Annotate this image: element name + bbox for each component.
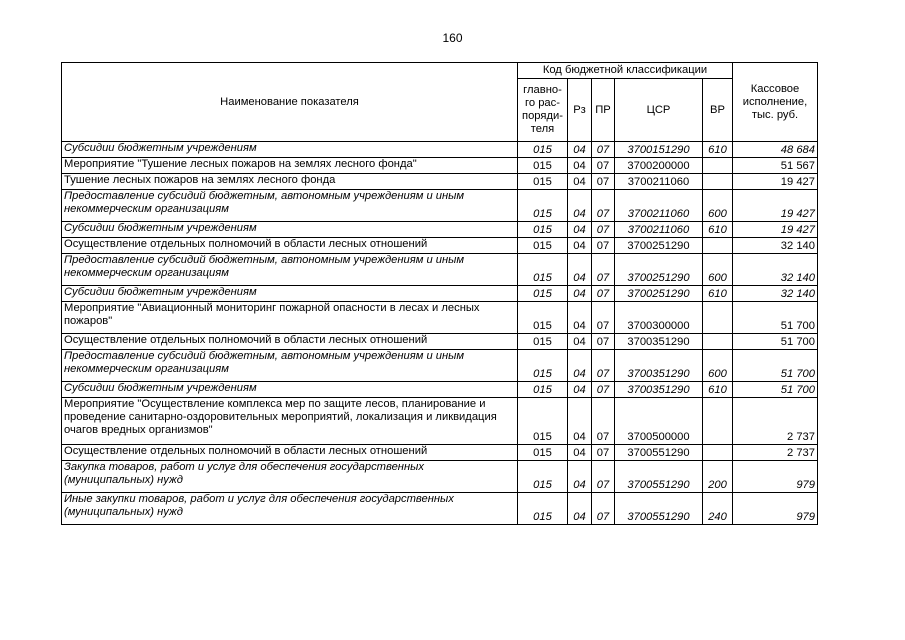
row-name: Осуществление отдельных полномочий в области лесных отношений [62, 445, 518, 461]
row-rz: 04 [568, 286, 592, 302]
table-row [62, 158, 818, 174]
row-rz: 04 [568, 158, 592, 174]
row-vr [703, 174, 733, 190]
header-grbs: главно- го рас- поряди- теля [518, 79, 568, 142]
row-name: Субсидии бюджетным учреждениям [62, 382, 518, 398]
row-sum: 51 700 [733, 334, 818, 350]
row-sum: 2 737 [733, 445, 818, 461]
row-pr: 07 [592, 254, 615, 286]
row-sum: 979 [733, 493, 818, 525]
row-vr [703, 445, 733, 461]
row-grbs: 015 [518, 445, 568, 461]
row-csr: 3700151290 [615, 142, 703, 158]
row-sum: 2 737 [733, 398, 818, 445]
table-row [62, 398, 818, 445]
row-grbs: 015 [518, 461, 568, 493]
row-vr: 200 [703, 461, 733, 493]
table-row [62, 190, 818, 222]
row-sum: 19 427 [733, 190, 818, 222]
row-name: Субсидии бюджетным учреждениям [62, 286, 518, 302]
row-rz: 04 [568, 254, 592, 286]
table-row [62, 334, 818, 350]
row-vr: 600 [703, 190, 733, 222]
row-rz: 04 [568, 461, 592, 493]
row-name: Предоставление субсидий бюджетным, автономным учреждениям и иным некоммерческим организациям [62, 254, 518, 286]
row-sum: 32 140 [733, 254, 818, 286]
row-rz: 04 [568, 350, 592, 382]
row-csr: 3700551290 [615, 493, 703, 525]
row-csr: 3700351290 [615, 350, 703, 382]
row-rz: 04 [568, 302, 592, 334]
row-grbs: 015 [518, 302, 568, 334]
row-csr: 3700551290 [615, 461, 703, 493]
table-body [62, 142, 818, 525]
table-row [62, 238, 818, 254]
row-pr: 07 [592, 142, 615, 158]
row-grbs: 015 [518, 158, 568, 174]
row-vr [703, 302, 733, 334]
row-name: Субсидии бюджетным учреждениям [62, 142, 518, 158]
table-row [62, 493, 818, 525]
table-row [62, 302, 818, 334]
table-row [62, 382, 818, 398]
row-pr: 07 [592, 158, 615, 174]
row-name: Осуществление отдельных полномочий в области лесных отношений [62, 334, 518, 350]
row-csr: 3700211060 [615, 222, 703, 238]
row-vr: 240 [703, 493, 733, 525]
row-sum: 32 140 [733, 286, 818, 302]
row-csr: 3700211060 [615, 190, 703, 222]
row-sum: 48 684 [733, 142, 818, 158]
row-pr: 07 [592, 302, 615, 334]
table-row [62, 254, 818, 286]
row-vr [703, 158, 733, 174]
row-name: Предоставление субсидий бюджетным, автономным учреждениям и иным некоммерческим организациям [62, 350, 518, 382]
row-csr: 3700500000 [615, 398, 703, 445]
row-rz: 04 [568, 382, 592, 398]
row-grbs: 015 [518, 350, 568, 382]
header-name: Наименование показателя [62, 63, 518, 142]
table-row [62, 461, 818, 493]
row-csr: 3700200000 [615, 158, 703, 174]
row-pr: 07 [592, 286, 615, 302]
row-name: Иные закупки товаров, работ и услуг для обеспечения государственных (муниципальных) нужд [62, 493, 518, 525]
row-pr: 07 [592, 350, 615, 382]
row-pr: 07 [592, 174, 615, 190]
row-vr: 610 [703, 286, 733, 302]
row-grbs: 015 [518, 334, 568, 350]
row-rz: 04 [568, 238, 592, 254]
header-rz: Рз [568, 79, 592, 142]
row-vr [703, 238, 733, 254]
row-rz: 04 [568, 142, 592, 158]
row-vr [703, 398, 733, 445]
budget-table [61, 62, 818, 525]
table-row [62, 174, 818, 190]
row-pr: 07 [592, 461, 615, 493]
row-sum: 51 700 [733, 302, 818, 334]
row-sum: 32 140 [733, 238, 818, 254]
row-csr: 3700551290 [615, 445, 703, 461]
row-csr: 3700211060 [615, 174, 703, 190]
row-grbs: 015 [518, 142, 568, 158]
row-rz: 04 [568, 398, 592, 445]
row-grbs: 015 [518, 190, 568, 222]
row-name: Тушение лесных пожаров на землях лесного фонда [62, 174, 518, 190]
header-csr: ЦСР [615, 79, 703, 142]
row-pr: 07 [592, 334, 615, 350]
row-grbs: 015 [518, 382, 568, 398]
row-vr: 600 [703, 350, 733, 382]
row-rz: 04 [568, 334, 592, 350]
table-row [62, 222, 818, 238]
row-name: Мероприятие "Тушение лесных пожаров на землях лесного фонда" [62, 158, 518, 174]
row-rz: 04 [568, 174, 592, 190]
row-name: Закупка товаров, работ и услуг для обеспечения государственных (муниципальных) нужд [62, 461, 518, 493]
row-csr: 3700251290 [615, 286, 703, 302]
row-grbs: 015 [518, 286, 568, 302]
row-vr [703, 334, 733, 350]
row-name: Мероприятие "Осуществление комплекса мер по защите лесов, планирование и проведение санитарно-оздоровительных мероприятий, локализация и ликвидация очагов вредных организмов" [62, 398, 518, 445]
row-name: Мероприятие "Авиационный мониторинг пожарной опасности в лесах и лесных пожаров" [62, 302, 518, 334]
row-csr: 3700351290 [615, 382, 703, 398]
row-grbs: 015 [518, 222, 568, 238]
row-pr: 07 [592, 222, 615, 238]
row-vr: 610 [703, 142, 733, 158]
row-rz: 04 [568, 445, 592, 461]
table-row [62, 142, 818, 158]
row-pr: 07 [592, 445, 615, 461]
table-row [62, 350, 818, 382]
row-grbs: 015 [518, 493, 568, 525]
row-csr: 3700251290 [615, 254, 703, 286]
row-rz: 04 [568, 493, 592, 525]
row-pr: 07 [592, 190, 615, 222]
table-row [62, 445, 818, 461]
row-rz: 04 [568, 222, 592, 238]
row-sum: 979 [733, 461, 818, 493]
table-row [62, 286, 818, 302]
row-grbs: 015 [518, 254, 568, 286]
row-vr: 600 [703, 254, 733, 286]
row-csr: 3700251290 [615, 238, 703, 254]
header-sum: Кассовое исполнение, тыс. руб. [733, 63, 818, 142]
row-grbs: 015 [518, 398, 568, 445]
row-csr: 3700300000 [615, 302, 703, 334]
row-pr: 07 [592, 398, 615, 445]
row-grbs: 015 [518, 238, 568, 254]
row-pr: 07 [592, 493, 615, 525]
row-rz: 04 [568, 190, 592, 222]
header-pr: ПР [592, 79, 615, 142]
row-pr: 07 [592, 238, 615, 254]
row-name: Осуществление отдельных полномочий в области лесных отношений [62, 238, 518, 254]
row-sum: 51 700 [733, 382, 818, 398]
row-sum: 51 700 [733, 350, 818, 382]
row-name: Предоставление субсидий бюджетным, автономным учреждениям и иным некоммерческим организациям [62, 190, 518, 222]
row-vr: 610 [703, 222, 733, 238]
row-name: Субсидии бюджетным учреждениям [62, 222, 518, 238]
row-pr: 07 [592, 382, 615, 398]
header-code-group: Код бюджетной классификации [518, 63, 733, 79]
row-sum: 51 567 [733, 158, 818, 174]
row-grbs: 015 [518, 174, 568, 190]
page-number: 160 [442, 31, 463, 45]
row-sum: 19 427 [733, 174, 818, 190]
row-csr: 3700351290 [615, 334, 703, 350]
row-vr: 610 [703, 382, 733, 398]
header-vr: ВР [703, 79, 733, 142]
row-sum: 19 427 [733, 222, 818, 238]
